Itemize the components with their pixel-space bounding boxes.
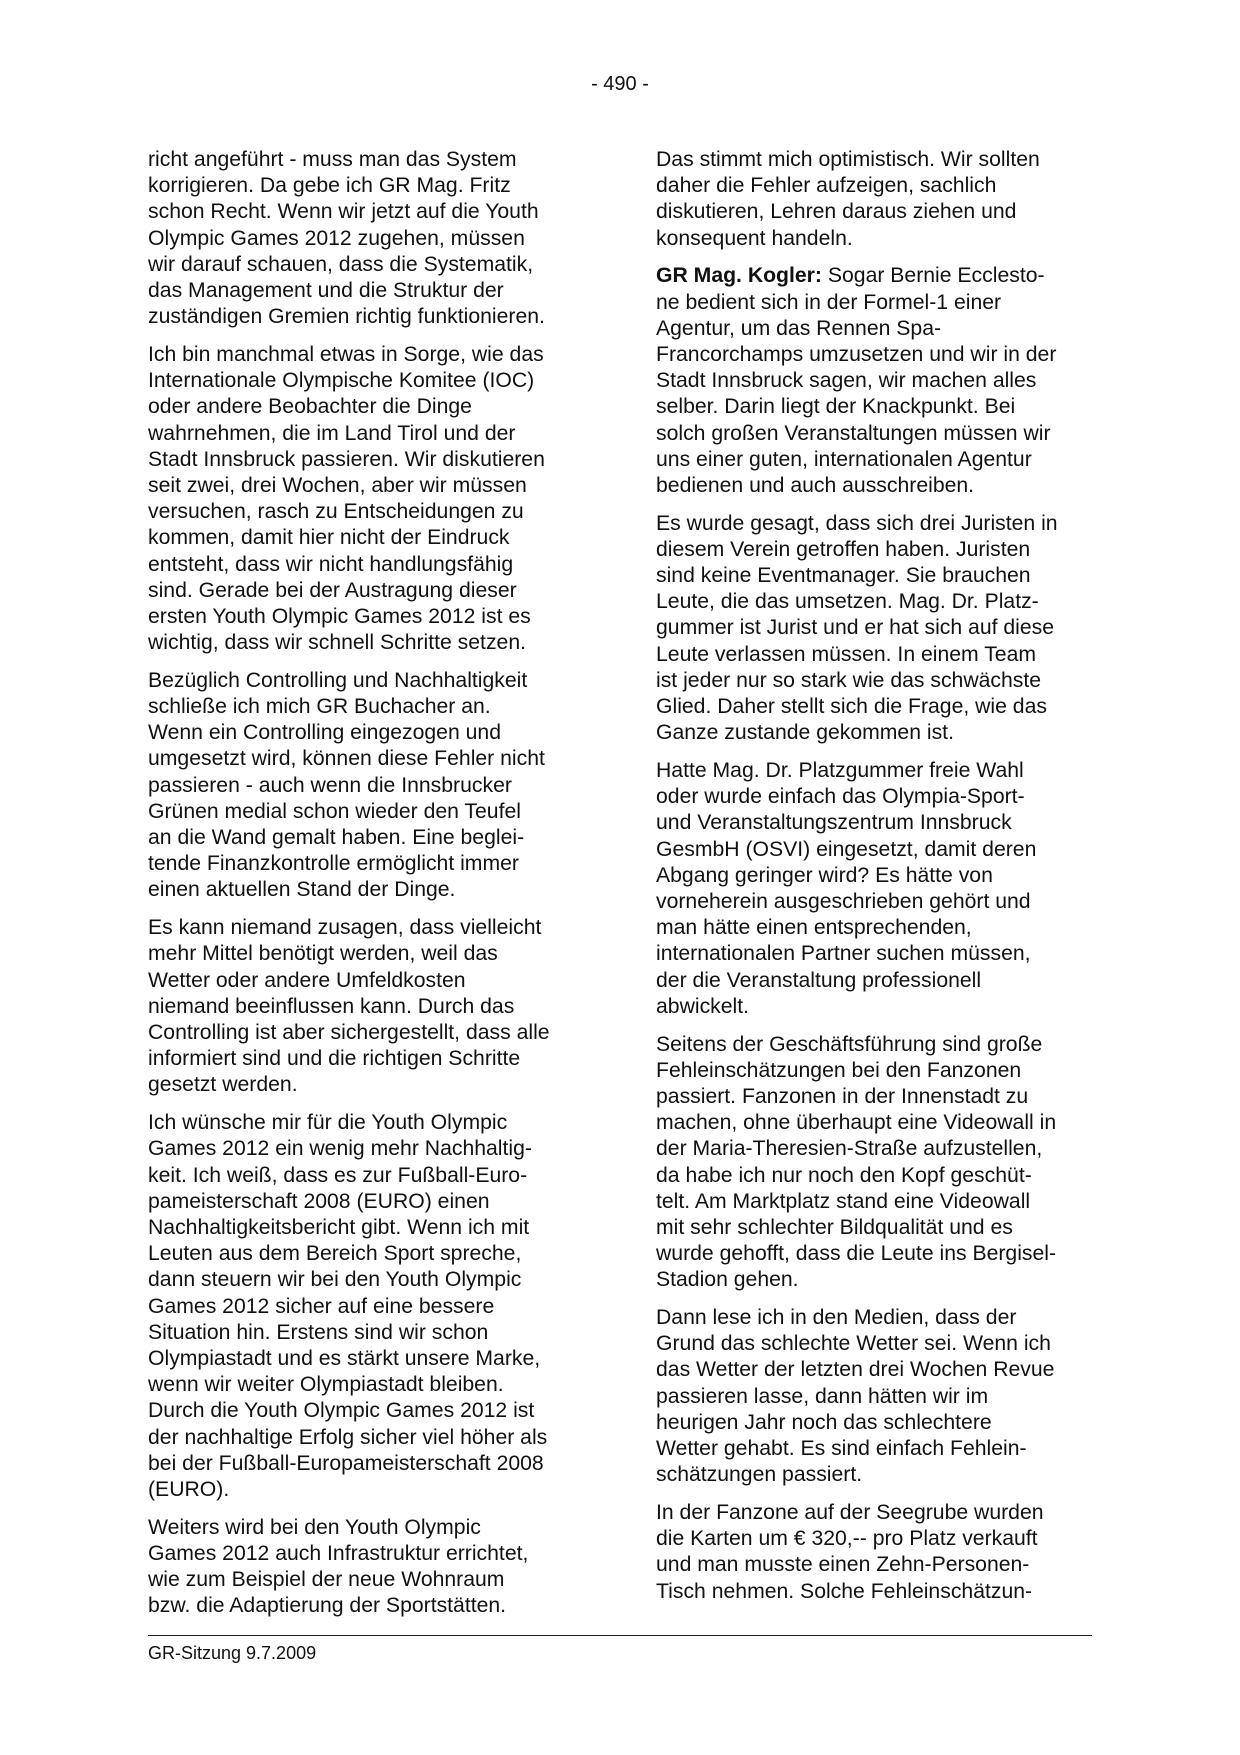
paragraph <box>656 1305 1096 1488</box>
text-line: uns einer guten, internationalen Agentur <box>656 447 1032 471</box>
text-line: konsequent handeln. <box>656 226 853 250</box>
right-column <box>656 147 1096 1616</box>
paragraph <box>148 915 588 1098</box>
paragraph <box>656 1500 1096 1605</box>
text-line: Ganze zustande gekommen ist. <box>656 721 954 745</box>
text-line: wurde gehofft, dass die Leute ins Bergisel- <box>656 1242 1057 1266</box>
text-line: passieren - auch wenn die Innsbrucker <box>148 773 512 797</box>
text-line: Olympiastadt und es stärkt unsere Marke, <box>148 1346 541 1370</box>
paragraph <box>656 511 1096 747</box>
text-line: und man musste einen Zehn-Personen- <box>656 1553 1030 1577</box>
text-line: bei der Fußball-Europameisterschaft 2008 <box>148 1451 544 1475</box>
text-line: solch großen Veranstaltungen müssen wir <box>656 421 1051 445</box>
text-line: mit sehr schlechter Bildqualität und es <box>656 1215 1013 1239</box>
text-line: Dann lese ich in den Medien, dass der <box>656 1306 1017 1330</box>
text-line: mehr Mittel benötigt werden, weil das <box>148 942 498 966</box>
page-number: - 490 - <box>591 73 649 95</box>
text-line: internationalen Partner suchen müssen, <box>656 942 1031 966</box>
text-line: Fehleinschätzungen bei den Fanzonen <box>656 1058 1022 1082</box>
text-line: wie zum Beispiel der neue Wohnraum <box>148 1568 505 1592</box>
paragraph <box>656 263 1096 499</box>
text-line: einen aktuellen Stand der Dinge. <box>148 878 456 902</box>
text-line: das Wetter der letzten drei Wochen Revue <box>656 1358 1055 1382</box>
text-line: dann steuern wir bei den Youth Olympic <box>148 1268 522 1292</box>
text-line: machen, ohne überhaupt eine Videowall in <box>656 1111 1057 1135</box>
text-line: Glied. Daher stellt sich die Frage, wie das <box>656 695 1047 719</box>
text-line: korrigieren. Da gebe ich GR Mag. Fritz <box>148 174 511 198</box>
text-line: keit. Ich weiß, dass es zur Fußball-Euro- <box>148 1163 528 1187</box>
text-line: oder wurde einfach das Olympia-Sport- <box>656 785 1025 809</box>
text-line: ne bedient sich in der Formel-1 einer <box>656 290 1002 314</box>
text-line: Stadt Innsbruck sagen, wir machen alles <box>656 369 1037 393</box>
text-line: Situation hin. Erstens sind wir schon <box>148 1320 489 1344</box>
text-line: abwickelt. <box>656 994 750 1018</box>
text-line: richt angeführt - muss man das System <box>148 148 517 171</box>
text-line: Tisch nehmen. Solche Fehleinschätzun- <box>656 1579 1033 1603</box>
text-line: der die Veranstaltung professionell <box>656 968 982 992</box>
text-line: versuchen, rasch zu Entscheidungen zu <box>148 500 524 524</box>
text-line: Leuten aus dem Bereich Sport spreche, <box>148 1242 522 1266</box>
text-line: Ich wünsche mir für die Youth Olympic <box>148 1111 508 1135</box>
text-line: Leute, die das umsetzen. Mag. Dr. Platz- <box>656 590 1039 614</box>
text-line: Wetter oder andere Umfeldkosten <box>148 968 466 992</box>
text-line: und Veranstaltungszentrum Innsbruck <box>656 811 1012 835</box>
text-line: ist jeder nur so stark wie das schwächste <box>656 668 1042 692</box>
text-line: vorneherein ausgeschrieben gehört und <box>656 889 1031 913</box>
text-line: daher die Fehler aufzeigen, sachlich <box>656 174 997 198</box>
paragraph <box>148 147 588 330</box>
text-line: Controlling ist aber sichergestellt, dass alle <box>148 1021 550 1044</box>
text-line: niemand beeinflussen kann. Durch das <box>148 994 515 1018</box>
footer-session-label: GR-Sitzung 9.7.2009 <box>148 1643 317 1663</box>
text-line: wahrnehmen, die im Land Tirol und der <box>148 421 516 445</box>
paragraph <box>656 1032 1096 1294</box>
text-line: der nachhaltige Erfolg sicher viel höher als <box>148 1425 548 1449</box>
text-line: heurigen Jahr noch das schlechtere <box>656 1410 992 1434</box>
text-line: Das stimmt mich optimistisch. Wir sollten <box>656 148 1040 171</box>
text-line: Stadion gehen. <box>656 1268 799 1292</box>
text-line: da habe ich nur noch den Kopf geschüt- <box>656 1163 1032 1187</box>
text-line: wenn wir weiter Olympiastadt bleiben. <box>148 1373 504 1397</box>
text-line: Abgang geringer wird? Es hätte von <box>656 863 993 887</box>
text-line: die Karten um € 320,-- pro Platz verkauft <box>656 1527 1038 1551</box>
text-line: selber. Darin liegt der Knackpunkt. Bei <box>656 395 1016 419</box>
text-line: wir darauf schauen, dass die Systematik, <box>148 252 534 276</box>
text-line: Hatte Mag. Dr. Platzgummer freie Wahl <box>656 758 1024 782</box>
paragraph <box>148 342 588 656</box>
text-line: GesmbH (OSVI) eingesetzt, damit deren <box>656 837 1037 861</box>
text-line: diskutieren, Lehren daraus ziehen und <box>656 200 1017 224</box>
text-line: gummer ist Jurist und er hat sich auf diese <box>656 616 1055 640</box>
text-line: telt. Am Marktplatz stand eine Videowall <box>656 1189 1031 1213</box>
text-line: bedienen und auch ausschreiben. <box>656 473 975 497</box>
speaker-name: GR Mag. Kogler: <box>656 264 822 288</box>
text-line: (EURO). <box>148 1477 230 1501</box>
text-line: Stadt Innsbruck passieren. Wir diskutieren <box>148 447 545 471</box>
paragraph <box>148 668 588 904</box>
text-line: passiert. Fanzonen in der Innenstadt zu <box>656 1084 1029 1108</box>
text-line: sind keine Eventmanager. Sie brauchen <box>656 564 1031 588</box>
text-line: Leute verlassen müssen. In einem Team <box>656 642 1037 666</box>
text-line: umgesetzt wird, können diese Fehler nicht <box>148 747 545 771</box>
text-line: man hätte einen entsprechenden, <box>656 916 972 940</box>
speech-text: Sogar Bernie Ecclesto- <box>821 264 1045 288</box>
text-line: Games 2012 auch Infrastruktur errichtet, <box>148 1541 529 1565</box>
text-line: schätzungen passiert. <box>656 1463 863 1487</box>
text-line: Nachhaltigkeitsbericht gibt. Wenn ich mit <box>148 1215 530 1239</box>
paragraph <box>148 1515 588 1620</box>
left-column <box>148 147 588 1631</box>
text-line: Bezüglich Controlling und Nachhaltigkeit <box>148 668 528 692</box>
text-line: informiert sind und die richtigen Schritte <box>148 1047 521 1071</box>
text-line: Wenn ein Controlling eingezogen und <box>148 721 501 745</box>
text-line: Francorchamps umzusetzen und wir in der <box>656 342 1057 366</box>
text-line: Grünen medial schon wieder den Teufel <box>148 799 521 823</box>
text-line: schließe ich mich GR Buchacher an. <box>148 695 491 719</box>
text-line: entsteht, dass wir nicht handlungsfähig <box>148 552 514 576</box>
text-line: Wetter gehabt. Es sind einfach Fehlein- <box>656 1437 1027 1461</box>
text-line: Internationale Olympische Komitee (IOC) <box>148 369 535 393</box>
text-line: wichtig, dass wir schnell Schritte setzen. <box>148 631 526 655</box>
paragraph <box>656 147 1096 252</box>
text-line: Seitens der Geschäftsführung sind große <box>656 1032 1043 1056</box>
footer-divider <box>148 1635 1092 1636</box>
text-line: schon Recht. Wenn wir jetzt auf die Youth <box>148 200 539 224</box>
text-line: kommen, damit hier nicht der Eindruck <box>148 526 510 550</box>
text-line <box>656 263 1096 289</box>
text-line: Olympic Games 2012 zugehen, müssen <box>148 226 525 250</box>
text-line: sind. Gerade bei der Austragung dieser <box>148 578 517 602</box>
text-line: Grund das schlechte Wetter sei. Wenn ich <box>656 1332 1051 1356</box>
paragraph <box>656 758 1096 1020</box>
text-line: seit zwei, drei Wochen, aber wir müssen <box>148 473 527 497</box>
text-line: Games 2012 sicher auf eine bessere <box>148 1294 495 1318</box>
text-line: bzw. die Adaptierung der Sportstätten. <box>148 1594 507 1618</box>
text-line: diesem Verein getroffen haben. Juristen <box>656 537 1031 561</box>
text-line: Ich bin manchmal etwas in Sorge, wie das <box>148 342 544 366</box>
text-line: das Management und die Struktur der <box>148 279 504 303</box>
text-line: der Maria-Theresien-Straße aufzustellen, <box>656 1137 1043 1161</box>
text-line: oder andere Beobachter die Dinge <box>148 395 472 419</box>
text-line: Agentur, um das Rennen Spa- <box>656 316 942 340</box>
text-line: Durch die Youth Olympic Games 2012 ist <box>148 1399 535 1423</box>
text-line: Games 2012 ein wenig mehr Nachhaltig- <box>148 1137 532 1161</box>
text-line: zuständigen Gremien richtig funktionieren. <box>148 305 545 329</box>
text-line: ersten Youth Olympic Games 2012 ist es <box>148 604 531 628</box>
paragraph <box>148 1110 588 1503</box>
text-line: tende Finanzkontrolle ermöglicht immer <box>148 852 519 876</box>
text-line: Weiters wird bei den Youth Olympic <box>148 1515 481 1539</box>
text-line: passieren lasse, dann hätten wir im <box>656 1384 989 1408</box>
text-line: Es wurde gesagt, dass sich drei Juristen in <box>656 511 1058 535</box>
text-line: gesetzt werden. <box>148 1073 298 1097</box>
text-line: pameisterschaft 2008 (EURO) einen <box>148 1189 490 1213</box>
text-line: In der Fanzone auf der Seegrube wurden <box>656 1500 1044 1524</box>
text-line: an die Wand gemalt haben. Eine beglei- <box>148 826 525 850</box>
text-line: Es kann niemand zusagen, dass vielleicht <box>148 916 542 940</box>
